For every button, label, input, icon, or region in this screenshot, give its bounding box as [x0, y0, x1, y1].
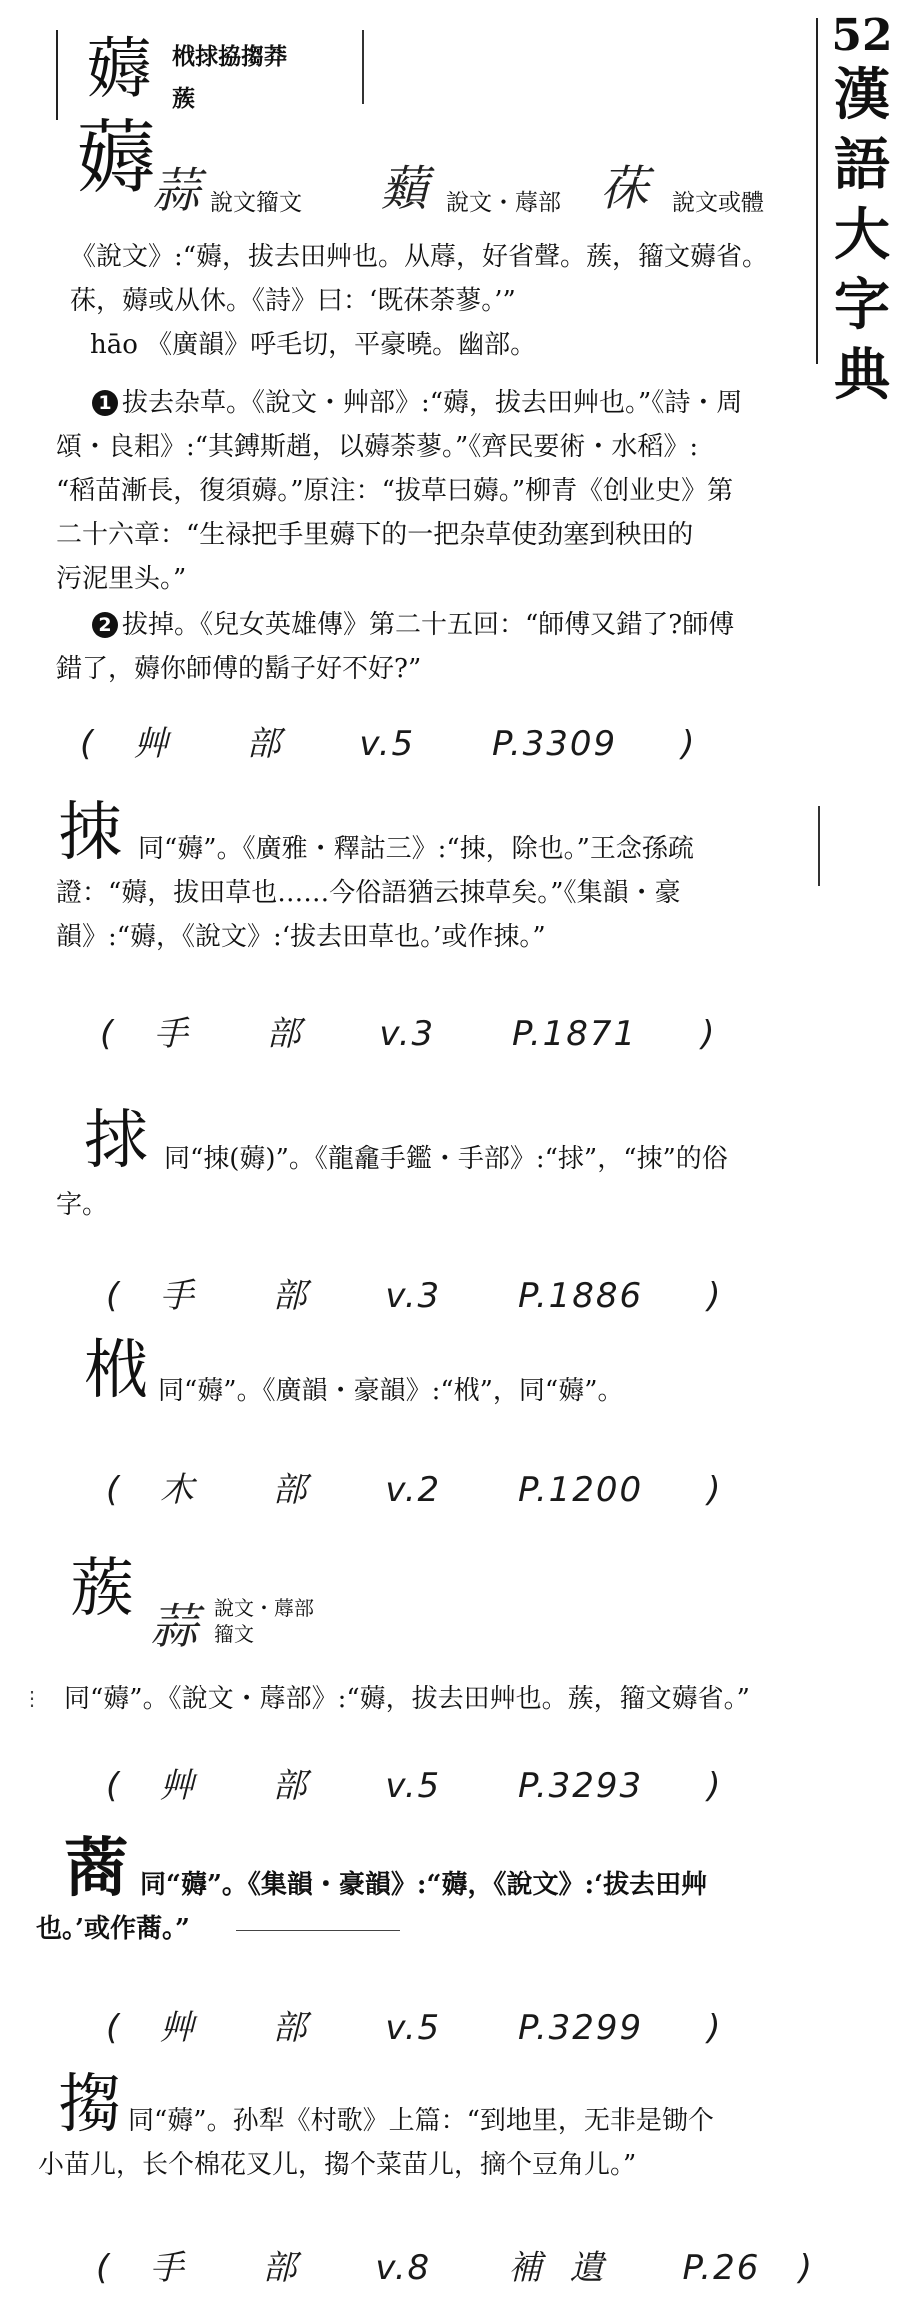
entry-character: 栰: [84, 1334, 148, 1408]
seal-script-label: 說文・蓐部: [446, 190, 561, 216]
pronunciation-line: hāo 《廣韻》呼毛切，平豪曉。幽部。: [90, 330, 537, 360]
dictionary-header: [826, 12, 898, 410]
sense-line: “稻苗漸長，復須薅。”原注：“拔草曰薅。”柳青《创业史》第: [56, 476, 734, 506]
entry-text: 韻》:“薅，《說文》:‘拔去田草也。’或作拺。”: [56, 922, 546, 952]
seal-script-glyph: 蒜: [150, 1599, 199, 1655]
sense-number: 2: [92, 612, 118, 638]
rule-line: [236, 1930, 400, 1931]
entry-text: 同“薅”。孙犁《村歌》上篇：“到地里，无非是锄个: [128, 2106, 714, 2136]
page-number: 52: [831, 10, 893, 61]
bracket-right: [362, 30, 364, 104]
margin-mark: [818, 806, 820, 886]
title-char: 字: [834, 272, 890, 338]
entry-text: 同“薅”。《集韻・豪韻》:“薅，《說文》:‘拔去田艸: [140, 1870, 708, 1900]
entry-character: 蔟: [70, 1552, 134, 1626]
sense-line: 污泥里头。”: [56, 564, 187, 594]
handwritten-reference: ( 艸 部 v.5 P.3293 ): [106, 1766, 723, 1806]
entry-text: 小苗儿，长个棉花叉儿，搊个菜苗儿，摘个豆角儿。”: [38, 2150, 637, 2180]
handwritten-reference: ( 手 部 v.3 P.1871 ): [100, 1014, 717, 1054]
seal-script-label: 說文・蓐部: [214, 1596, 314, 1620]
entry-text: 同“薅”。《廣韻・豪韻》:“栰”，同“薅”。: [158, 1376, 624, 1406]
sense-number: 1: [92, 390, 118, 416]
sense-line: 1 拔去杂草。《說文・艸部》:“薅，拔去田艸也。”《詩・周: [92, 382, 742, 424]
entry-character: 拺: [58, 796, 122, 870]
entry-text: 同“拺(薅)”。《龍龕手鑑・手部》:“捄”，“拺”的俗: [164, 1144, 728, 1174]
title-char: 典: [834, 342, 890, 408]
seal-script-glyph: 蘱: [380, 161, 429, 217]
sense-line: 頌・良耜》:“其鎛斯趙，以薅荼蓼。”《齊民要術・水稻》:: [56, 432, 699, 462]
entry-character: 捄: [84, 1104, 148, 1178]
entry-text: 同“薅”。《廣雅・釋詁三》:“拺，除也。”王念孫疏: [138, 834, 694, 864]
handwritten-reference: ( 手 部 v.8 補 遺 P.26 ): [96, 2248, 815, 2288]
entry-text: 也。’或作蔏。”: [36, 1914, 191, 1944]
shuowen-quote: 茠，薅或从休。《詩》曰：‘既茠荼蓼。’”: [70, 286, 516, 316]
seal-script-label: 說文籀文: [210, 190, 302, 216]
seal-script-label: 籀文: [214, 1622, 254, 1646]
entry-text: 字。: [56, 1190, 109, 1220]
entry-text: 證：“薅，拔田草也……今俗語猶云拺草矣。”《集韻・豪: [56, 878, 681, 908]
handwritten-reference: ( 手 部 v.3 P.1886 ): [106, 1276, 723, 1316]
sense-line: 錯了，薅你師傅的鬍子好不好?”: [56, 654, 422, 684]
title-char: 語: [834, 132, 890, 198]
sense-line: 2 拔掉。《兒女英雄傳》第二十五回：“師傅又錯了?師傅: [92, 604, 734, 646]
title-char: 漢: [834, 62, 890, 128]
entry-character: 搊: [58, 2068, 122, 2142]
head-character-large: 薅: [76, 111, 156, 204]
title-char: 大: [834, 202, 890, 268]
seal-script-glyph: 茠: [600, 161, 649, 217]
handwritten-reference: ( 艸 部 v.5 P.3299 ): [106, 2008, 723, 2048]
handwritten-reference: ( 木 部 v.2 P.1200 ): [106, 1470, 723, 1510]
entry-text: 同“薅”。《說文・蓐部》:“薅，拔去田艸也。蔟，籀文薅省。”: [64, 1684, 750, 1714]
sense-line: 二十六章：“生禄把手里薅下的一把杂草使劲塞到秧田的: [56, 520, 694, 550]
margin-dots: ⋮: [22, 1686, 42, 1710]
variant-list: 蔟: [172, 85, 195, 112]
bracket-left: [56, 30, 58, 120]
handwritten-reference: ( 艸 部 v.5 P.3309 ): [80, 724, 697, 764]
head-character: 薅: [86, 30, 152, 107]
seal-script-glyph: 蒜: [152, 163, 201, 219]
shuowen-quote: 《說文》:“薅，拔去田艸也。从蓐，好省聲。蔟，籀文薅省。: [70, 242, 769, 272]
seal-script-label: 說文或體: [672, 190, 764, 216]
variant-list: 栰捄拹搊莽: [172, 43, 287, 70]
entry-character: 蔏: [64, 1831, 128, 1906]
